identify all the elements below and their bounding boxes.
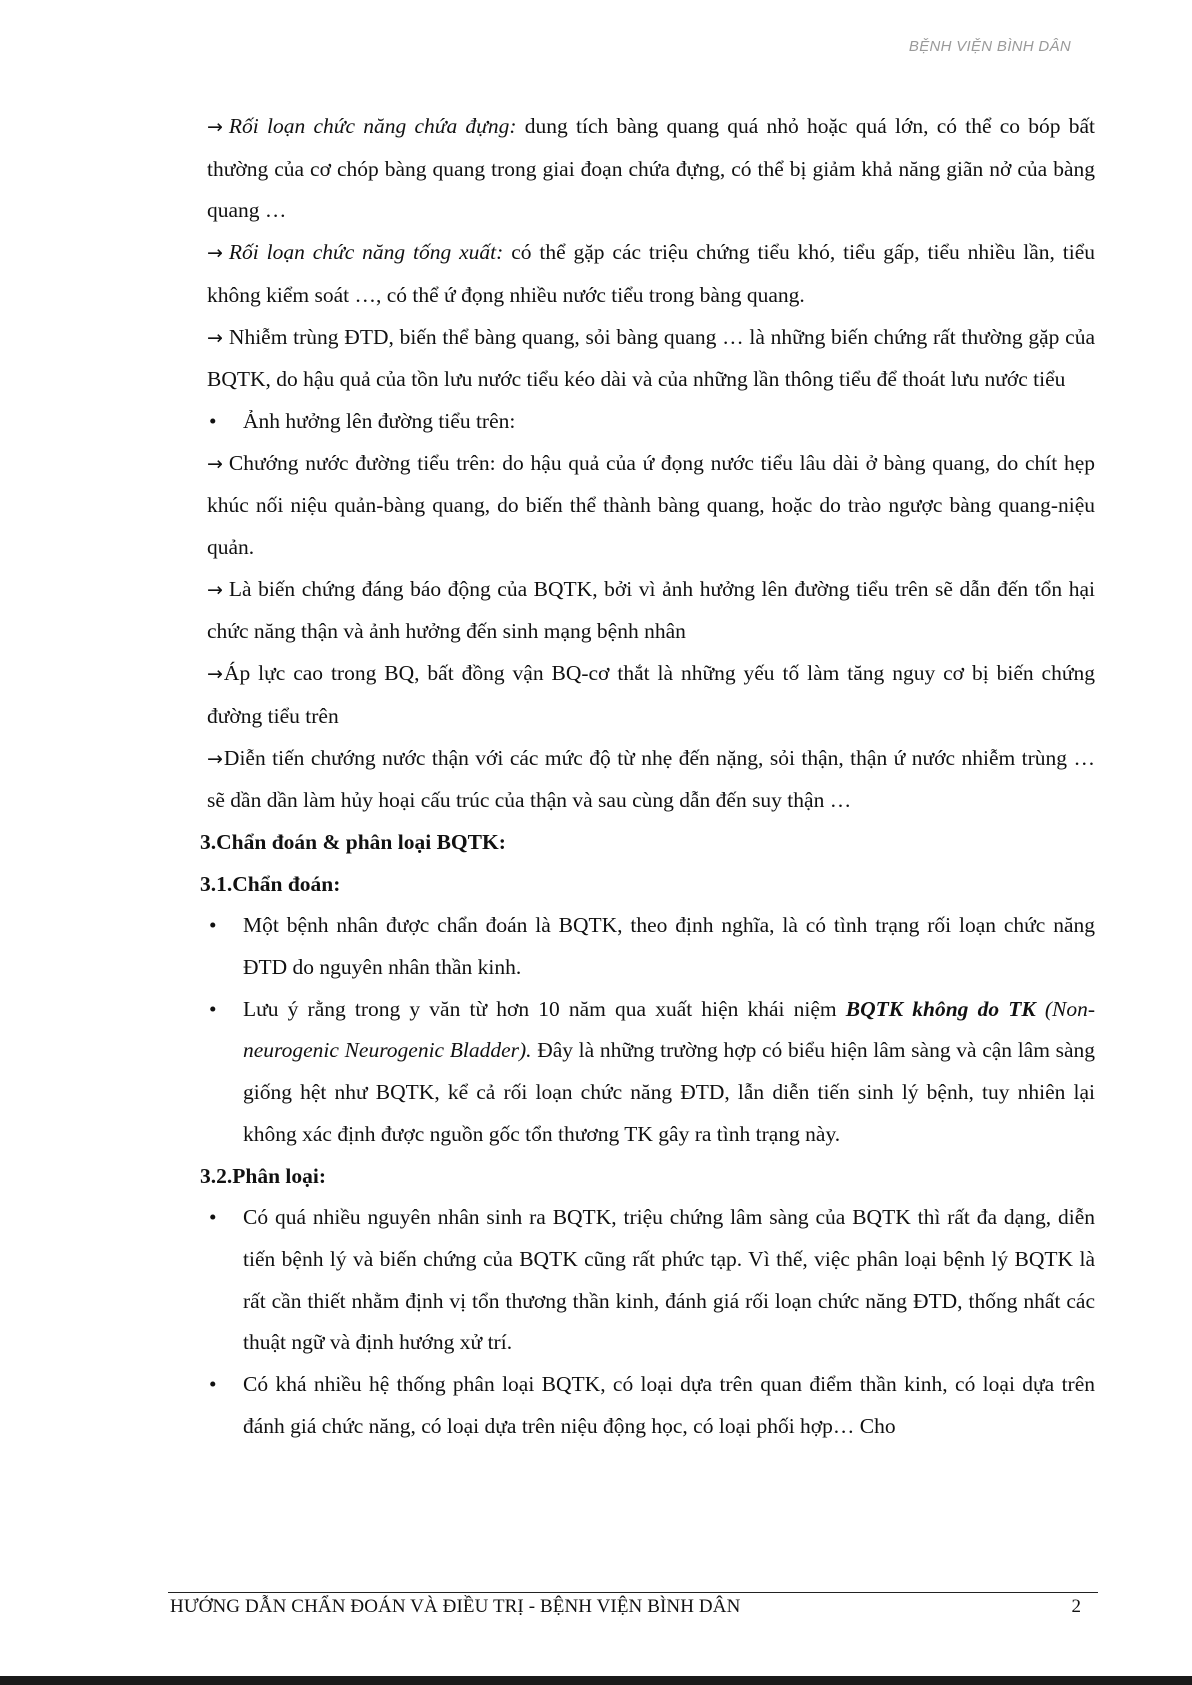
list-item-classification-systems (207, 1364, 1095, 1447)
list-item-term: BQTK không do TK (845, 996, 1036, 1021)
bullet-icon: • (209, 1205, 217, 1230)
page-header: BỆNH VIỆN BÌNH DÂN (908, 38, 1071, 55)
arrow-icon: → (207, 663, 223, 686)
paragraph-storage-dysfunction (207, 106, 1095, 232)
list-item-text: Một bệnh nhân được chẩn đoán là BQTK, theo định nghĩa, là có tình trạng rối loạn chức năng ĐTD do nguyên nhân thần kinh. (243, 913, 1095, 980)
list-item-term-english: (Non-neurogenic Neurogenic Bladder). (243, 996, 1095, 1063)
arrow-icon: → (207, 452, 223, 475)
list-item-upper-tract (207, 401, 1095, 443)
paragraph-voiding-dysfunction (207, 232, 1095, 316)
footer-divider (168, 1592, 1098, 1593)
arrow-icon: → (207, 116, 223, 138)
arrow-icon: → (207, 578, 223, 601)
section-heading-diagnosis-classification: 3.Chẩn đoán & phân loại BQTK: (200, 829, 506, 854)
bullet-icon: • (209, 408, 217, 433)
bullet-icon: • (209, 1372, 217, 1397)
bullet-icon: • (209, 996, 217, 1021)
paragraph-text: Áp lực cao trong BQ, bất đồng vận BQ-cơ thắt là những yếu tố làm tăng nguy cơ bị biến chứng đường tiểu trên (207, 661, 1095, 728)
paragraph-text: Diễn tiến chướng nước thận với các mức độ từ nhẹ đến nặng, sỏi thận, thận ứ nước nhiễm trùng … sẽ dần dần làm hủy hoại cấu trúc của thận và sau cùng dẫn đến suy thận … (207, 745, 1095, 813)
list-item-text-post: Đây là những trường hợp có biểu hiện lâm sàng và cận lâm sàng giống hệt như BQTK, kể cả rối loạn chức năng ĐTD, lẫn diễn tiến sinh lý bệnh, tuy nhiên lại không xác định được nguồn gốc tổn thương TK gây ra tình trạng này. (243, 1038, 1095, 1146)
page-number: 2 (1071, 1596, 1081, 1617)
list-item-classification-need (207, 1197, 1095, 1364)
footer-title: HƯỚNG DẪN CHẨN ĐOÁN VÀ ĐIỀU TRỊ - BỆNH VIỆN BÌNH DÂN (170, 1596, 741, 1617)
paragraph-text: dung tích bàng quang quá nhỏ hoặc quá lớn, có thể co bóp bất thường của cơ chóp bàng quang trong giai đoạn chứa đựng, có thể bị giảm khả năng giãn nở của bàng quang … (207, 114, 1095, 223)
list-item-text-pre: Lưu ý rằng trong y văn từ hơn 10 năm qua xuất hiện khái niệm (243, 996, 846, 1021)
list-item-text: Có khá nhiều hệ thống phân loại BQTK, có loại dựa trên quan điểm thần kinh, có loại dựa trên đánh giá chức năng, có loại dựa trên niệu động học, có loại phối hợp… Cho (243, 1372, 1095, 1438)
paragraph-lead: Rối loạn chức năng chứa đựng: (228, 114, 517, 138)
paragraph-risk-factors (207, 653, 1095, 737)
list-item-non-neurogenic (207, 989, 1095, 1156)
paragraph-alarming-complication (207, 569, 1095, 653)
page-body (200, 106, 1096, 1448)
paragraph-text: Chướng nước đường tiểu trên: do hậu quả của ứ đọng nước tiểu lâu dài ở bàng quang, do chít hẹp khúc nối niệu quản-bàng quang, do biến thể thành bàng quang, hoặc do trào ngược bàng quang-niệu quản. (207, 450, 1095, 560)
paragraph-text: Nhiễm trùng ĐTD, biến thể bàng quang, sỏi bàng quang … là những biến chứng rất thường gặp của BQTK, do hậu quả của tồn lưu nước tiểu kéo dài và của những lần thông tiểu để thoát lưu nước tiểu (207, 324, 1095, 392)
list-item-text: Ảnh hưởng lên đường tiểu trên: (243, 408, 516, 433)
section-heading-classification: 3.2.Phân loại: (200, 1163, 327, 1188)
list-item-text: Có quá nhiều nguyên nhân sinh ra BQTK, triệu chứng lâm sàng của BQTK thì rất đa dạng, diễn tiến bệnh lý và biến chứng của BQTK cũng rất phức tạp. Vì thế, việc phân loại bệnh lý BQTK là rất cần thiết nhằm định vị tổn thương thần kinh, đánh giá rối loạn chức năng ĐTD, thống nhất các thuật ngữ và định hướng xử trí. (243, 1205, 1095, 1355)
paragraph-lead: Rối loạn chức năng tống xuất: (228, 240, 504, 265)
paragraph-progression (207, 738, 1095, 822)
arrow-icon: → (207, 326, 223, 349)
paragraph-infection (207, 317, 1095, 401)
paragraph-text: có thể gặp các triệu chứng tiểu khó, tiểu gấp, tiểu nhiều lần, tiểu không kiểm soát …, có thể ứ đọng nhiều nước tiểu trong bàng quang. (207, 240, 1096, 307)
paragraph-hydronephrosis (207, 443, 1095, 569)
arrow-icon: → (207, 242, 223, 265)
list-item-definition (207, 905, 1095, 988)
arrow-icon: → (207, 747, 223, 770)
bottom-edge-bar (0, 1676, 1192, 1685)
paragraph-text: Là biến chứng đáng báo động của BQTK, bởi vì ảnh hưởng lên đường tiểu trên sẽ dẫn đến tổn hại chức năng thận và ảnh hưởng đến sinh mạng bệnh nhân (207, 576, 1095, 644)
bullet-icon: • (209, 913, 217, 938)
section-heading-diagnosis: 3.1.Chẩn đoán: (200, 871, 341, 896)
